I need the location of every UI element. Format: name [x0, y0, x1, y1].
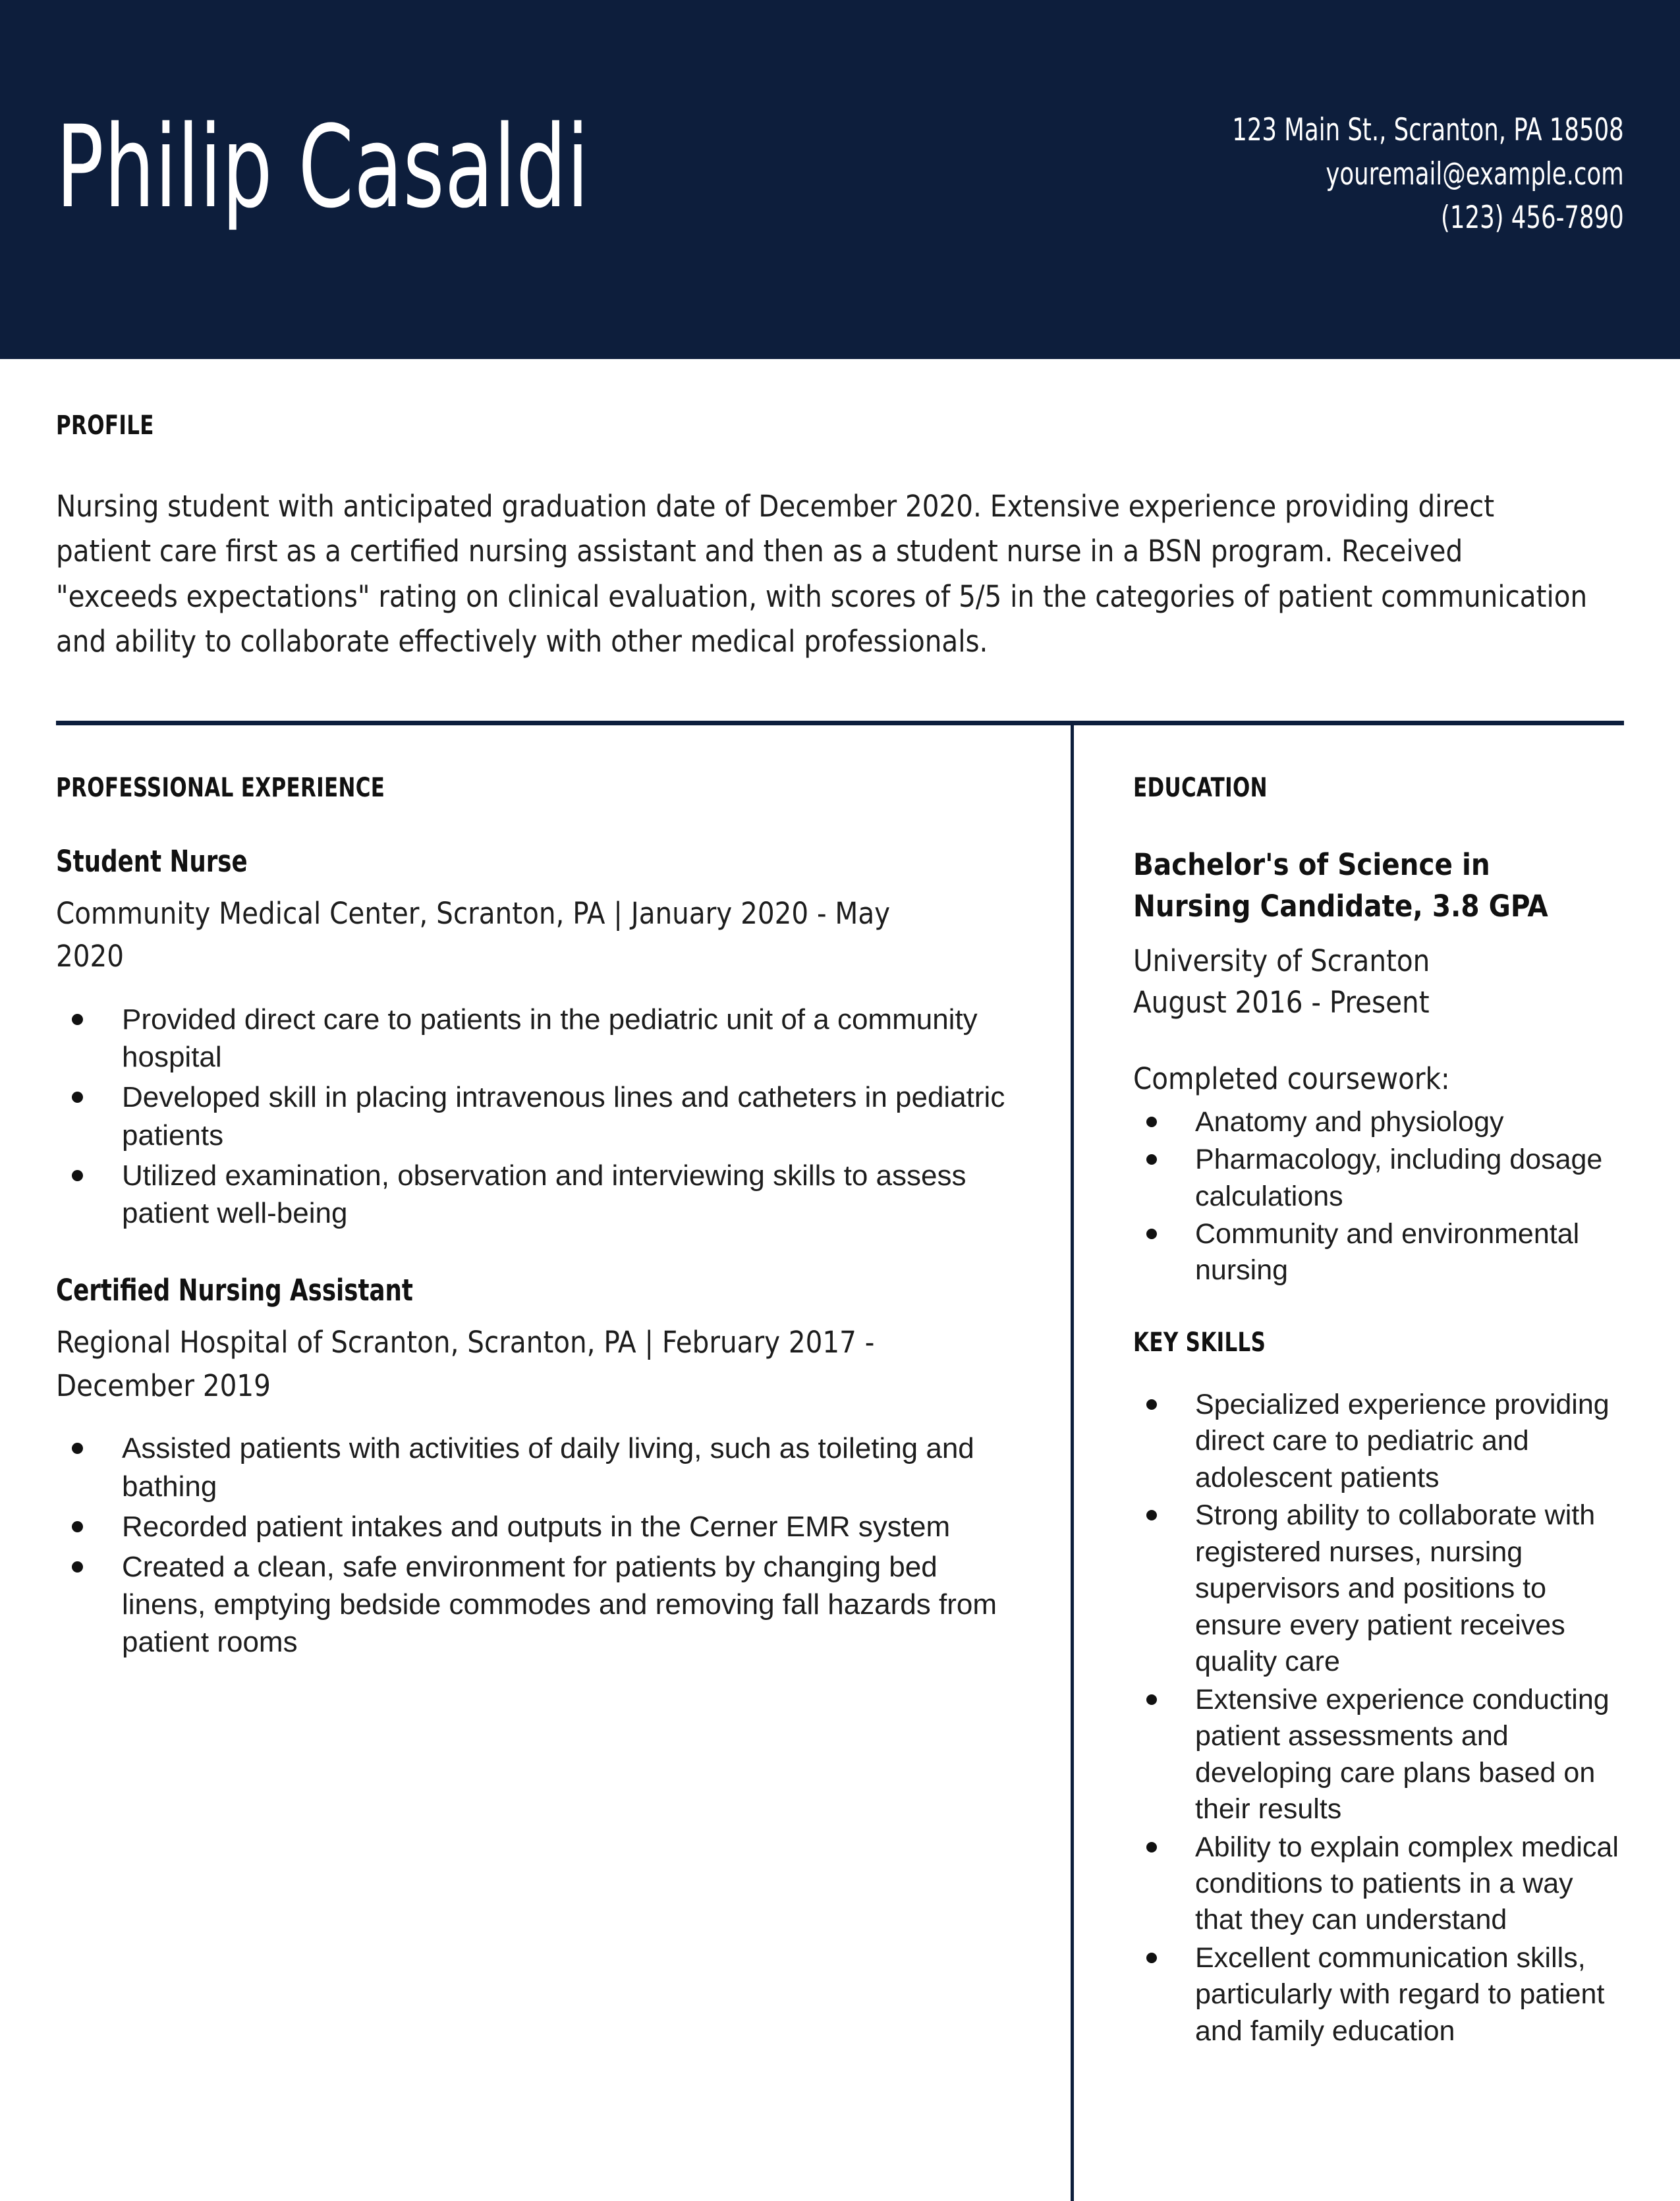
bullet-text: Extensive experience conducting patient assessments and developing care plans based on their results — [1195, 1683, 1610, 1825]
bullet-dot-icon — [1146, 1154, 1157, 1165]
bullet-dot-icon — [1146, 1117, 1157, 1127]
contact-address: 123 Main St., Scranton, PA 18508 — [1232, 112, 1624, 148]
skills-heading: KEY SKILLS — [1133, 1327, 1266, 1358]
profile-summary-text: Nursing student with anticipated graduation date of December 2020. Extensive experience providing direct patient care first as a certified nursing assistant and then as a student nurse in a BSN program. Received "exceeds expectations" rating on clinical evaluation, with scores of 5/5 in the categories of patient communication and ability to collaborate effectively with other medical professionals. — [56, 489, 1588, 659]
bullet-dot-icon — [1146, 1399, 1157, 1410]
job-title: Student Nurse — [56, 843, 248, 879]
skills-list — [1133, 1387, 1624, 2049]
section-divider-horizontal — [56, 721, 1624, 725]
coursework-list — [1133, 1104, 1624, 1289]
experience-heading: PROFESSIONAL EXPERIENCE — [56, 772, 385, 803]
list-item — [1133, 1497, 1624, 1680]
bullet-text: Recorded patient intakes and outputs in the Cerner EMR system — [122, 1510, 951, 1543]
bullet-dot-icon — [72, 1014, 83, 1025]
education-heading: EDUCATION — [1133, 772, 1268, 803]
resume-header — [0, 0, 1680, 359]
bullet-dot-icon — [72, 1443, 83, 1454]
list-item — [56, 1430, 1011, 1505]
list-item — [1133, 1142, 1624, 1215]
list-item — [56, 1548, 1011, 1661]
bullet-text: Developed skill in placing intravenous lines and catheters in pediatric patients — [122, 1081, 1005, 1152]
job-bullet-list — [56, 1001, 1011, 1232]
bullet-text: Pharmacology, including dosage calculations — [1195, 1144, 1603, 1212]
list-item — [56, 1001, 1011, 1076]
bullet-dot-icon — [72, 1521, 83, 1532]
education-skills-column — [1074, 725, 1624, 2201]
job-title: Certified Nursing Assistant — [56, 1273, 413, 1308]
experience-entry — [56, 1273, 1011, 1661]
contact-block — [1158, 109, 1624, 240]
job-meta: Community Medical Center, Scranton, PA | January 2020 - May 2020 — [56, 895, 891, 974]
list-item — [1133, 1829, 1624, 1939]
job-bullet-list — [56, 1430, 1011, 1661]
coursework-label: Completed coursework: — [1133, 1061, 1450, 1096]
experience-column — [56, 725, 1071, 2201]
bullet-text: Created a clean, safe environment for patients by changing bed linens, emptying bedside commodes and removing fall hazards from patient rooms — [122, 1551, 997, 1659]
education-dates: August 2016 - Present — [1133, 984, 1430, 1020]
bullet-dot-icon — [1146, 1694, 1157, 1705]
bullet-text: Provided direct care to patients in the pediatric unit of a community hospital — [122, 1003, 978, 1074]
list-item — [1133, 1104, 1624, 1140]
list-item — [56, 1157, 1011, 1232]
bullet-dot-icon — [1146, 1842, 1157, 1853]
profile-section — [0, 359, 1680, 725]
bullet-text: Strong ability to collaborate with registered nurses, nursing supervisors and positions to ensure every patient receives quality care — [1195, 1499, 1596, 1678]
bullet-dot-icon — [1146, 1510, 1157, 1520]
education-school: University of Scranton — [1133, 943, 1430, 978]
bullet-text: Ability to explain complex medical conditions to patients in a way that they can understand — [1195, 1831, 1619, 1936]
candidate-name: Philip Casaldi — [56, 101, 590, 233]
contact-phone[interactable]: (123) 456-7890 — [1441, 200, 1624, 237]
bullet-dot-icon — [1146, 1953, 1157, 1963]
bullet-text: Community and environmental nursing — [1195, 1217, 1580, 1287]
list-item — [1133, 1940, 1624, 2049]
bullet-text: Specialized experience providing direct care to pediatric and adolescent patients — [1195, 1388, 1610, 1493]
education-degree: Bachelor's of Science in Nursing Candidate, 3.8 GPA — [1133, 847, 1548, 924]
bullet-text: Anatomy and physiology — [1195, 1105, 1504, 1138]
bullet-text: Assisted patients with activities of daily living, such as toileting and bathing — [122, 1432, 974, 1503]
list-item — [56, 1078, 1011, 1154]
list-item — [1133, 1216, 1624, 1289]
bullet-dot-icon — [72, 1170, 83, 1181]
list-item — [1133, 1682, 1624, 1828]
contact-email[interactable]: youremail@example.com — [1326, 155, 1624, 192]
list-item — [1133, 1387, 1624, 1496]
bullet-text: Utilized examination, observation and interviewing skills to assess patient well-being — [122, 1159, 966, 1229]
bullet-dot-icon — [1146, 1229, 1157, 1239]
resume-body — [0, 725, 1680, 2201]
bullet-text: Excellent communication skills, particularly with regard to patient and family education — [1195, 1941, 1605, 2047]
job-meta: Regional Hospital of Scranton, Scranton, PA | February 2017 - December 2019 — [56, 1325, 875, 1403]
experience-entry — [56, 844, 1011, 1233]
profile-heading: PROFILE — [56, 410, 154, 441]
bullet-dot-icon — [72, 1092, 83, 1103]
list-item — [56, 1508, 1011, 1546]
bullet-dot-icon — [72, 1561, 83, 1573]
